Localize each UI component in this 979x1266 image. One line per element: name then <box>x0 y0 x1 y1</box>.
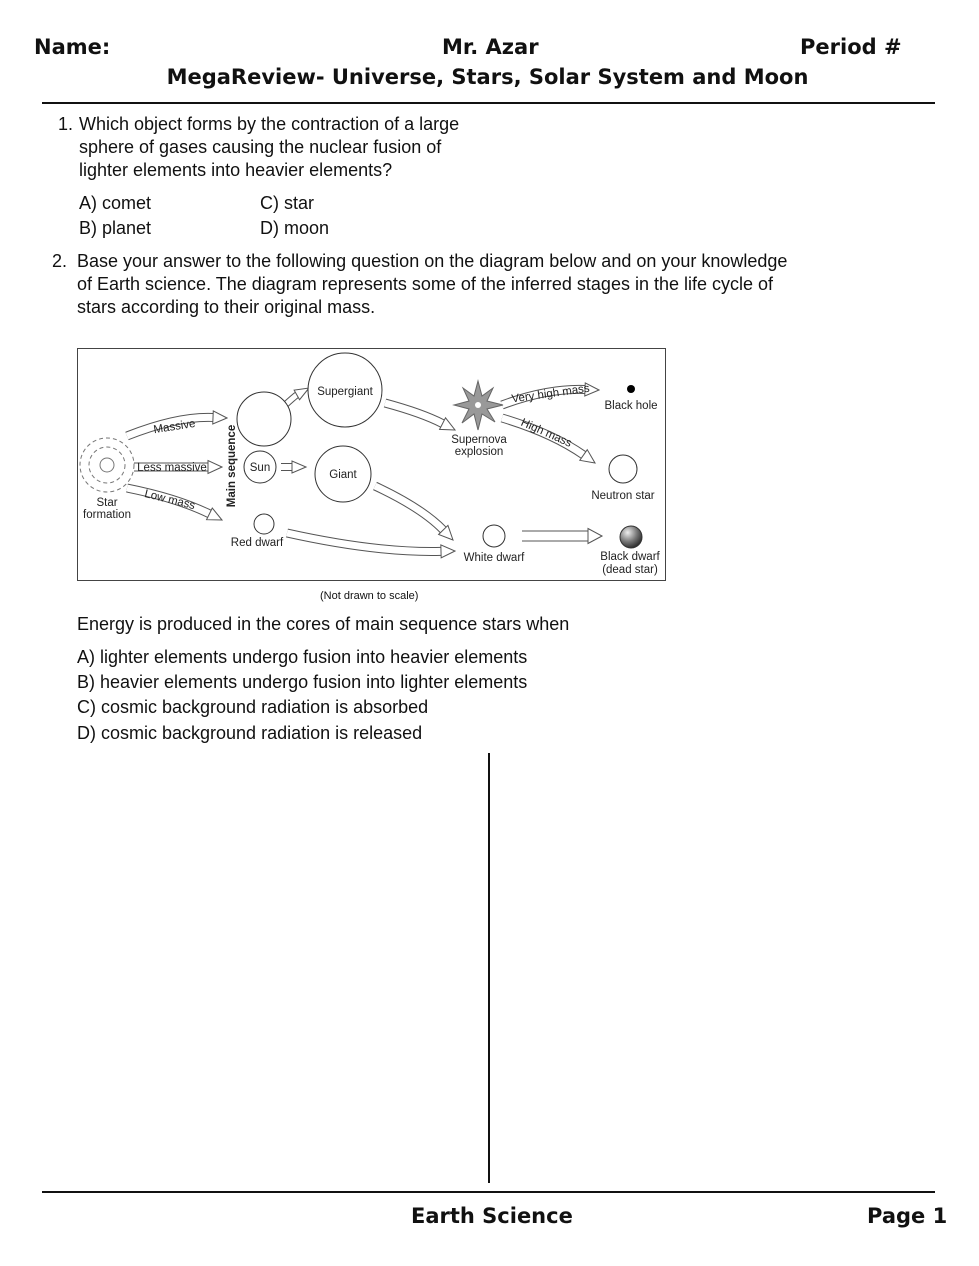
question-1-number: 1. <box>58 114 74 134</box>
white-dwarf-label: White dwarf <box>463 552 525 564</box>
teacher-name: Mr. Azar <box>442 35 539 59</box>
neutron-star-label: Neutron star <box>591 490 655 502</box>
question-1-line: Which object forms by the contraction of a large <box>79 114 460 134</box>
very-high-mass-label: Very high mass <box>510 382 591 406</box>
supernova-label: explosion <box>454 446 504 458</box>
footer-page-number: Page 1 <box>867 1204 948 1228</box>
supergiant-label: Supergiant <box>317 386 373 398</box>
page-title: MegaReview- Universe, Stars, Solar System and Moon <box>166 65 809 89</box>
question-2-stem: Energy is produced in the cores of main sequence stars when <box>77 614 570 634</box>
black-hole-dot <box>627 385 635 393</box>
massive-label: Massive <box>152 417 197 437</box>
choice-2b[interactable]: B) heavier elements undergo fusion into lighter elements <box>77 672 528 692</box>
choice-2d[interactable]: D) cosmic background radiation is released <box>77 723 423 743</box>
supernova-label: Supernova <box>451 434 507 446</box>
black-hole-label: Black hole <box>604 400 658 412</box>
red-dwarf-circle <box>254 514 274 534</box>
main-sequence-label: Main sequence <box>226 424 238 508</box>
choice-1a[interactable]: A) comet <box>79 193 152 213</box>
question-2-line: of Earth science. The diagram represents some of the inferred stages in the life cycle of <box>77 274 774 294</box>
sun-label: Sun <box>249 462 271 474</box>
question-1-line: lighter elements into heavier elements? <box>79 160 393 180</box>
question-2-line: stars according to their original mass. <box>77 297 376 317</box>
choice-2a[interactable]: A) lighter elements undergo fusion into heavier elements <box>77 647 528 667</box>
white-dwarf-to-black-dwarf-arrow <box>522 529 602 544</box>
name-label: Name: <box>34 35 111 59</box>
red-dwarf-label: Red dwarf <box>230 537 284 549</box>
star-formation-label: Star <box>96 497 118 509</box>
star-formation-label: formation <box>83 509 131 521</box>
footer-divider <box>42 1191 935 1193</box>
question-1-line: sphere of gases causing the nuclear fusion of <box>79 137 442 157</box>
black-dwarf-label: (dead star) <box>602 564 658 576</box>
black-dwarf-sphere <box>620 526 642 548</box>
question-2-line: Base your answer to the following question on the diagram below and on your knowledge <box>77 251 788 271</box>
massive-main-sequence-star <box>237 392 291 446</box>
choice-1d[interactable]: D) moon <box>260 218 330 238</box>
choice-2c[interactable]: C) cosmic background radiation is absorbed <box>77 697 429 717</box>
giant-label: Giant <box>329 469 357 481</box>
header-divider <box>42 102 935 104</box>
high-mass-label: High mass <box>518 416 574 450</box>
low-mass-label: Low mass <box>143 488 197 513</box>
question-2-number: 2. <box>52 251 68 271</box>
choice-1b[interactable]: B) planet <box>79 218 152 238</box>
footer-subject: Earth Science <box>411 1204 573 1228</box>
neutron-star-circle <box>609 455 637 483</box>
white-dwarf-circle <box>483 525 505 547</box>
less-massive-label: Less massive <box>137 462 207 474</box>
choice-1c[interactable]: C) star <box>260 193 314 213</box>
period-label: Period # <box>800 35 902 59</box>
black-dwarf-label: Black dwarf <box>600 551 660 563</box>
column-divider <box>488 753 490 1183</box>
star-life-cycle-diagram <box>77 348 666 581</box>
diagram-caption: (Not drawn to scale) <box>320 590 419 602</box>
